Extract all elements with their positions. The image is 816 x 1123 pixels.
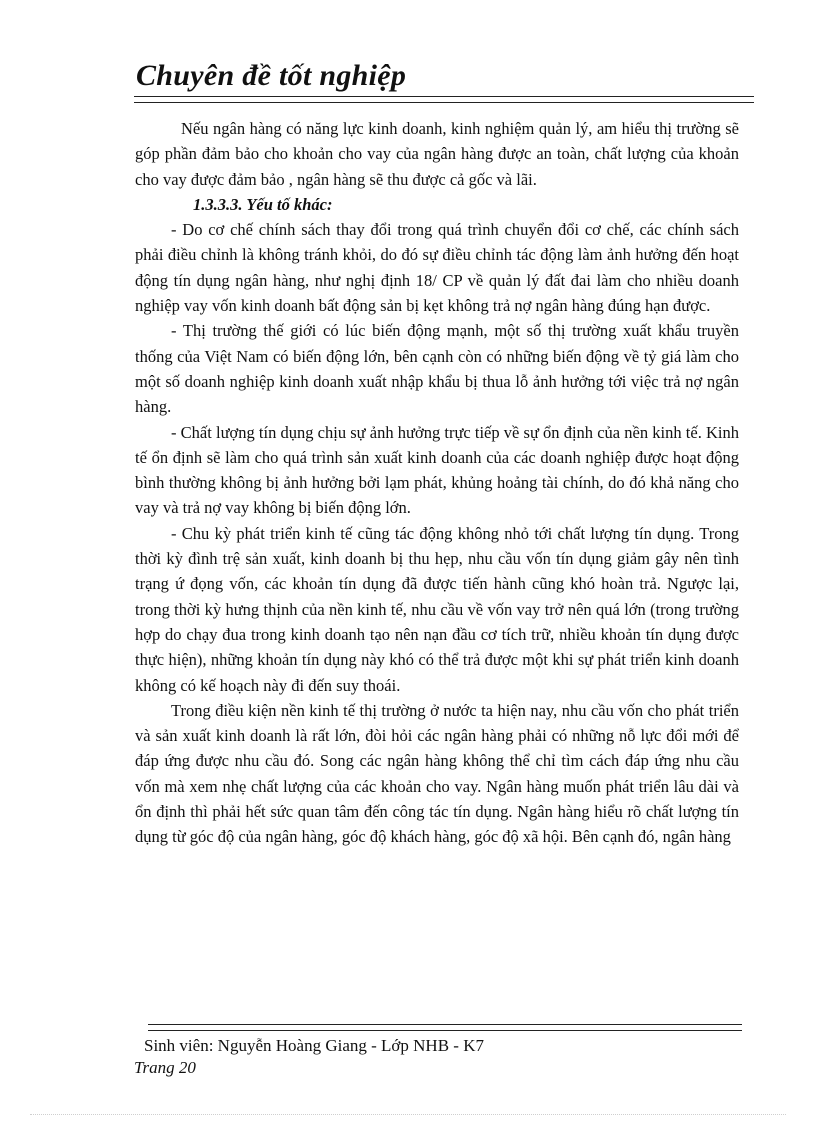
document-body — [135, 116, 739, 850]
section-heading: 1.3.3.3. Yếu tố khác: — [193, 194, 333, 214]
page-header — [134, 58, 754, 103]
bullet-paragraph: - Chu kỳ phát triển kinh tế cũng tác động không nhỏ tới chất lượng tín dụng. Trong thời kỳ đình trệ sản xuất, kinh doanh bị thu hẹp, nhu cầu vốn tín dụng giảm gây nên tình trạng ứ đọng vốn, các khoản tín dụng đã được tiến hành cũng khó hoàn trả. Ngược lại, trong thời kỳ hưng thịnh của nền kinh tế, nhu cầu về vốn vay trở nên quá lớn (trong trường hợp do chạy đua trong kinh doanh tạo nên nạn đầu cơ tích trữ, nhiều khoản tín dụng được thực hiện), những khoản tín dụng này khó có thể trả được một khi sự phát triển kinh doanh không có kế hoạch này đi đến suy thoái. — [135, 523, 739, 695]
bullet-paragraph: - Do cơ chế chính sách thay đổi trong quá trình chuyển đổi cơ chế, các chính sách phải điều chỉnh là không tránh khỏi, do đó sự điều chỉnh tác động làm ảnh hưởng đến hoạt động tín dụng ngân hàng, như nghị định 18/ CP về quản lý đất đai làm cho nhiều doanh nghiệp vay vốn kinh doanh bất động sản bị kẹt không trả nợ ngân hàng đúng hạn được. — [135, 220, 739, 316]
header-rule — [134, 96, 754, 103]
intro-paragraph: Nếu ngân hàng có năng lực kinh doanh, kinh nghiệm quản lý, am hiểu thị trường sẽ góp phần đảm bảo cho khoản cho vay của ngân hàng được an toàn, chất lượng của khoản cho vay được đảm bảo , ngân hàng sẽ thu được cả gốc và lãi. — [135, 119, 739, 189]
footer-student-info: Sinh viên: Nguyễn Hoàng Giang - Lớp NHB - K7 — [144, 1036, 484, 1055]
bullet-paragraph: - Chất lượng tín dụng chịu sự ảnh hưởng trực tiếp về sự ổn định của nền kinh tế. Kinh tế ổn định sẽ làm cho quá trình sản xuất kinh doanh của các doanh nghiệp được hoạt động bình thường không bị ảnh hưởng bởi lạm phát, khủng hoảng tài chính, do đó khả năng cho vay và trả nợ vay không bị biến động lớn. — [135, 422, 739, 518]
page-footer — [134, 1024, 742, 1079]
header-title: Chuyên đề tốt nghiệp — [136, 59, 407, 92]
closing-paragraph: Trong điều kiện nền kinh tế thị trường ở nước ta hiện nay, nhu cầu vốn cho phát triển và sản xuất kinh doanh là rất lớn, đòi hỏi các ngân hàng phải có những nỗ lực đổi mới để đáp ứng được nhu cầu đó. Song các ngân hàng không thể chỉ tìm cách đáp ứng nhu cầu vốn mà xem nhẹ chất lượng của các khoản cho vay. Ngân hàng muốn phát triển lâu dài và ổn định thì phải hết sức quan tâm đến công tác tín dụng. Ngân hàng hiểu rõ chất lượng tín dụng từ góc độ của ngân hàng, góc độ khách hàng, góc độ xã hội. Bên cạnh đó, ngân hàng — [135, 700, 739, 847]
page-bottom-edge — [30, 1114, 786, 1115]
bullet-paragraph: - Thị trường thế giới có lúc biến động mạnh, một số thị trường xuất khẩu truyền thống của Việt Nam có biến động lớn, bên cạnh còn có những biến động về tỷ giá làm cho một số doanh nghiệp kinh doanh xuất nhập khẩu bị thua lỗ ảnh hưởng tới việc trả nợ ngân hàng. — [135, 321, 739, 417]
page-number: Trang 20 — [134, 1058, 196, 1077]
footer-rule — [148, 1024, 742, 1031]
